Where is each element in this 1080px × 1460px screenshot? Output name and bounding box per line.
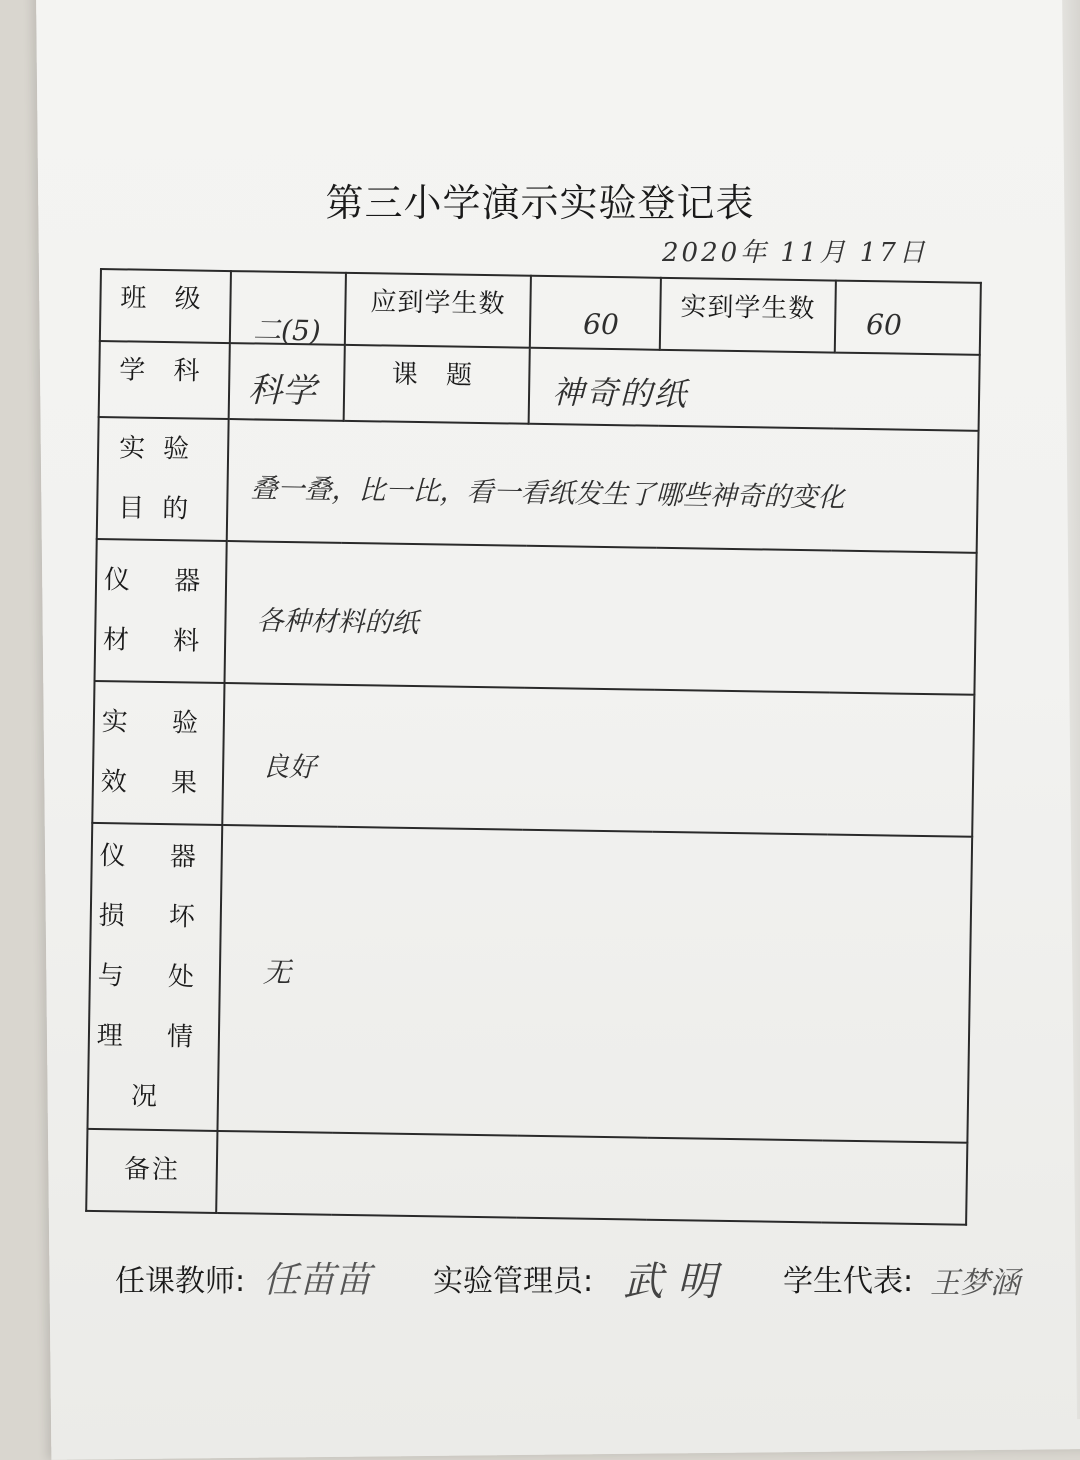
damage-label-line-3: 与 处 bbox=[97, 961, 213, 993]
form-row-materials bbox=[95, 539, 977, 695]
expected-students-value: 60 bbox=[582, 307, 620, 342]
remarks-value bbox=[216, 1131, 967, 1225]
actual-students-label: 实到学生数 bbox=[660, 278, 836, 353]
purpose-label-line-1: 实验 bbox=[118, 433, 208, 465]
materials-label-line-2: 材 料 bbox=[102, 625, 218, 657]
topic-value-cell bbox=[529, 348, 980, 431]
student-signature: 王梦涵 bbox=[930, 1266, 1020, 1301]
class-value-cell bbox=[230, 271, 346, 348]
effect-value: 良好 bbox=[261, 751, 317, 784]
damage-value: 无 bbox=[262, 955, 292, 990]
damage-value-cell bbox=[217, 825, 972, 1143]
effect-value-cell bbox=[222, 683, 974, 837]
registration-form bbox=[85, 268, 980, 1226]
damage-label-line-4: 理 情 bbox=[96, 1021, 212, 1053]
class-label: 班 级 bbox=[100, 269, 231, 343]
expected-students-label: 应到学生数 bbox=[345, 273, 531, 348]
teacher-label: 任课教师: bbox=[115, 1264, 246, 1299]
effect-label-line-1: 实 验 bbox=[101, 707, 217, 739]
purpose-value: 叠一叠，比一比，看一看纸发生了哪些神奇的变化 bbox=[250, 473, 845, 514]
admin-signature: 武明 bbox=[623, 1259, 731, 1305]
damage-label-line-1: 仪 器 bbox=[99, 841, 215, 873]
actual-students-value: 60 bbox=[865, 308, 903, 342]
materials-label bbox=[95, 539, 227, 683]
damage-label-line-2: 损 坏 bbox=[98, 901, 214, 933]
form-title: 第三小学演示实验登记表 bbox=[325, 181, 755, 225]
signature-footer bbox=[115, 1256, 1045, 1316]
materials-label-line-1: 仪 器 bbox=[103, 565, 219, 597]
materials-value-cell bbox=[224, 541, 976, 695]
form-row-effect bbox=[92, 681, 974, 837]
form-row-purpose bbox=[97, 417, 979, 553]
form-date: 2020年 11月 17日 bbox=[662, 238, 928, 268]
materials-value: 各种材料的纸 bbox=[256, 605, 419, 640]
admin-label: 实验管理员: bbox=[433, 1264, 594, 1299]
expected-students-cell bbox=[530, 276, 661, 350]
class-value: 二(5) bbox=[252, 313, 321, 348]
form-row-remarks bbox=[86, 1129, 967, 1225]
damage-label-line-5: 况 bbox=[130, 1081, 176, 1113]
subject-value: 科学 bbox=[247, 370, 317, 412]
student-label: 学生代表: bbox=[783, 1264, 914, 1299]
remarks-label: 备注 bbox=[86, 1129, 217, 1213]
effect-label-line-2: 效 果 bbox=[100, 767, 216, 799]
damage-label bbox=[87, 823, 222, 1131]
form-row-damage bbox=[87, 823, 972, 1143]
purpose-value-cell bbox=[227, 419, 979, 553]
form-row-subject bbox=[99, 341, 980, 431]
effect-label bbox=[92, 681, 224, 825]
topic-value: 神奇的纸 bbox=[551, 373, 689, 414]
subject-value-cell bbox=[229, 343, 345, 421]
topic-label: 课 题 bbox=[344, 345, 530, 424]
purpose-label bbox=[97, 417, 229, 541]
form-table bbox=[85, 268, 982, 1226]
purpose-label-line-2: 目的 bbox=[117, 493, 207, 525]
form-row-class bbox=[100, 269, 981, 355]
actual-students-cell bbox=[835, 281, 981, 355]
teacher-signature: 任苗苗 bbox=[263, 1260, 372, 1301]
subject-label: 学 科 bbox=[99, 341, 230, 419]
